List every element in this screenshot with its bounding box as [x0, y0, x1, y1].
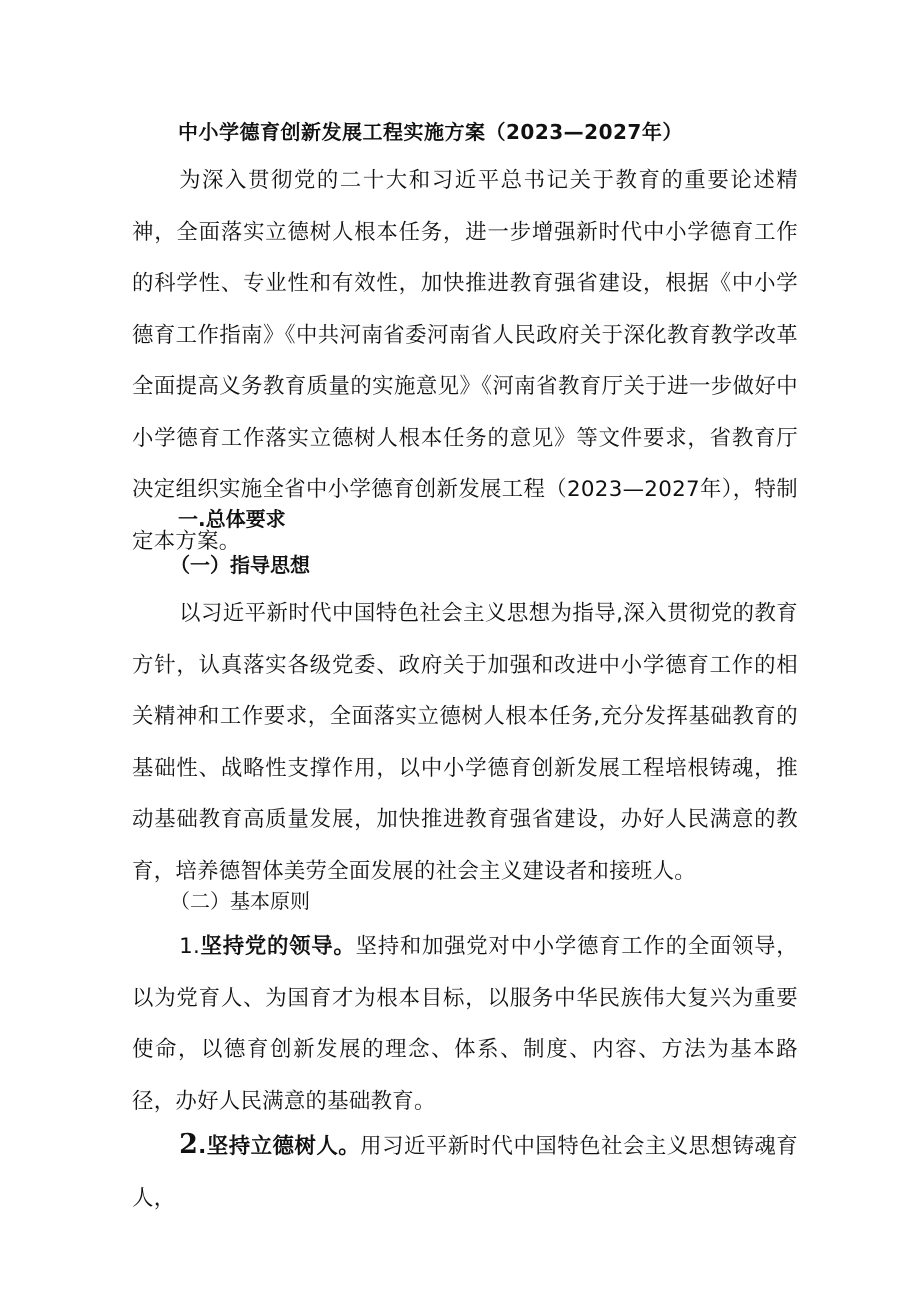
document-title: 中小学德育创新发展工程实施方案（2023—2027年）	[178, 120, 683, 144]
principle-2-title: .坚持立德树人。	[198, 1134, 361, 1159]
principle-1-number: 1.	[179, 934, 201, 959]
intro-paragraph: 为深入贯彻党的二十大和习近平总书记关于教育的重要论述精神，全面落实立德树人根本任务，进一步增强新时代中小学德育工作的科学性、专业性和有效性，加快推进教育强省建设，根据《中小学德育工作指南》《中共河南省委河南省人民政府关于深化教育教学改革全面提高义务教育质量的实施意见》《河南省教育厅关于进一步做好中小学德育工作落实立德树人根本任务的意见》等文件要求，省教育厅决定组织实施全省中小学德育创新发展工程（2023—2027年），特制定本方案。	[132, 168, 798, 554]
principle-1-title: 坚持党的领导。	[200, 934, 356, 959]
subsection-heading-basic-principles: （二）基本原则	[170, 889, 310, 913]
principle-1-paragraph	[132, 921, 798, 1127]
principle-1-body: 坚持和加强党对中小学德育工作的全面领导，以为党育人、为国育才为根本目标，以服务中华民族伟大复兴为重要使命，以德育创新发展的理念、体系、制度、内容、方法为基本路径，办好人民满意的基础教育。	[132, 934, 798, 1114]
principle-2-body: 用习近平新时代中国特色社会主义思想铸魂育人，	[132, 1134, 798, 1211]
subsection-heading-guiding-ideology: （一）指导思想	[170, 553, 310, 577]
section-heading-general-requirements: 一.总体要求	[178, 507, 286, 531]
principle-2-number: 2	[179, 1129, 199, 1160]
principle-2-paragraph	[132, 1119, 798, 1224]
guiding-ideology-paragraph: 以习近平新时代中国特色社会主义思想为指导,深入贯彻党的教育方针，认真落实各级党委、政府关于加强和改进中小学德育工作的相关精神和工作要求，全面落实立德树人根本任务,充分发挥基础教育的基础性、战略性支撑作用，以中小学德育创新发展工程培根铸魂，推动基础教育高质量发展，加快推进教育强省建设，办好人民满意的教育，培养德智体美劳全面发展的社会主义建设者和接班人。	[132, 601, 798, 884]
